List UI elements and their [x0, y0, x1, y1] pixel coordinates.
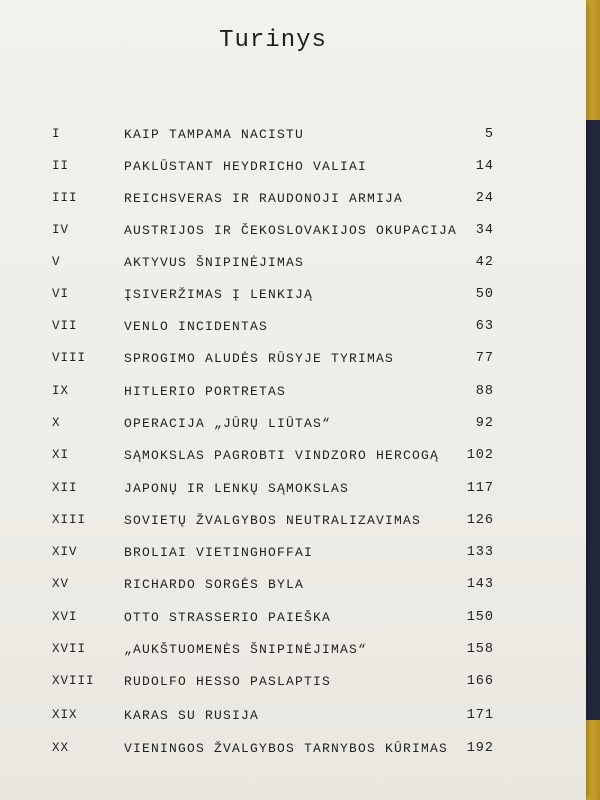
toc-row [0, 732, 586, 765]
chapter-page-number: 14 [475, 158, 494, 174]
toc-row [0, 439, 586, 472]
chapter-page-number: 133 [466, 544, 494, 560]
chapter-number: VIII [52, 351, 87, 366]
toc-row [0, 407, 586, 440]
chapter-number: IX [52, 384, 70, 399]
chapter-page-number: 77 [475, 350, 494, 366]
toc-row [0, 375, 586, 408]
chapter-page-number: 92 [475, 415, 494, 431]
chapter-page-number: 158 [466, 641, 494, 657]
chapter-number: II [52, 159, 70, 174]
toc-row [0, 504, 586, 537]
chapter-page-number: 117 [466, 480, 494, 496]
chapter-page-number: 143 [466, 576, 494, 592]
chapter-number: XV [52, 577, 70, 592]
chapter-title: VIENINGOS ŽVALGYBOS TARNYBOS KŪRIMAS [124, 740, 449, 756]
chapter-page-number: 126 [466, 512, 494, 528]
chapter-title: HITLERIO PORTRETAS [124, 383, 287, 399]
chapter-number: III [52, 191, 78, 206]
chapter-number: XX [52, 741, 70, 756]
toc-row [0, 246, 586, 279]
chapter-number: XVI [52, 610, 78, 625]
chapter-page-number: 63 [475, 318, 494, 334]
chapter-title: VENLO INCIDENTAS [124, 318, 269, 334]
chapter-title: „AUKŠTUOMENĖS ŠNIPINĖJIMAS“ [124, 641, 368, 657]
chapter-title: RICHARDO SORGĖS BYLA [124, 576, 305, 592]
chapter-title: PAKLŪSTANT HEYDRICHO VALIAI [124, 158, 368, 174]
toc-row [0, 150, 586, 183]
chapter-number: VI [52, 287, 70, 302]
chapter-page-number: 171 [466, 707, 494, 723]
toc-row [0, 633, 586, 666]
chapter-page-number: 42 [475, 254, 494, 270]
chapter-title: REICHSVERAS IR RAUDONOJI ARMIJA [124, 190, 404, 206]
chapter-number: VII [52, 319, 78, 334]
toc-row [0, 472, 586, 505]
chapter-page-number: 88 [475, 383, 494, 399]
chapter-title: KARAS SU RUSIJA [124, 707, 260, 723]
chapter-page-number: 150 [466, 609, 494, 625]
toc-row [0, 536, 586, 569]
chapter-title: RUDOLFO HESSO PASLAPTIS [124, 673, 332, 689]
chapter-number: XIX [52, 708, 78, 723]
chapter-number: XVII [52, 642, 87, 657]
chapter-page-number: 166 [466, 673, 494, 689]
chapter-number: X [52, 416, 61, 431]
chapter-title: SPROGIMO ALUDĖS RŪSYJE TYRIMAS [124, 350, 395, 366]
chapter-page-number: 34 [475, 222, 494, 238]
chapter-page-number: 5 [484, 126, 494, 142]
toc-row [0, 118, 586, 151]
toc-row [0, 278, 586, 311]
chapter-number: I [52, 127, 61, 142]
chapter-title: KAIP TAMPAMA NACISTU [124, 126, 305, 142]
toc-row [0, 601, 586, 634]
chapter-title: SOVIETŲ ŽVALGYBOS NEUTRALIZAVIMAS [124, 512, 422, 528]
toc-row [0, 665, 586, 698]
table-of-contents [0, 118, 586, 778]
chapter-number: XIV [52, 545, 78, 560]
chapter-number: XI [52, 448, 70, 463]
toc-row [0, 214, 586, 247]
toc-row [0, 182, 586, 215]
chapter-title: BROLIAI VIETINGHOFFAI [124, 544, 314, 560]
chapter-title: OTTO STRASSERIO PAIEŠKA [124, 609, 332, 625]
chapter-page-number: 50 [475, 286, 494, 302]
chapter-title: ĮSIVERŽIMAS Į LENKIJĄ [124, 286, 314, 302]
chapter-number: XIII [52, 513, 87, 528]
chapter-page-number: 24 [475, 190, 494, 206]
chapter-title: AKTYVUS ŠNIPINĖJIMAS [124, 254, 305, 270]
chapter-number: V [52, 255, 61, 270]
chapter-number: XVIII [52, 674, 95, 689]
chapter-number: XII [52, 481, 78, 496]
toc-row [0, 568, 586, 601]
chapter-title: OPERACIJA „JŪRŲ LIŪTAS“ [124, 415, 332, 431]
toc-row [0, 310, 586, 343]
chapter-title: JAPONŲ IR LENKŲ SĄMOKSLAS [124, 480, 350, 496]
toc-row [0, 699, 586, 732]
chapter-page-number: 102 [466, 447, 494, 463]
chapter-number: IV [52, 223, 70, 238]
chapter-page-number: 192 [466, 740, 494, 756]
toc-row [0, 342, 586, 375]
page-title: Turinys [219, 27, 327, 54]
chapter-title: AUSTRIJOS IR ČEKOSLOVAKIJOS OKUPACIJA [124, 222, 458, 238]
chapter-title: SĄMOKSLAS PAGROBTI VINDZORO HERCOGĄ [124, 447, 440, 463]
